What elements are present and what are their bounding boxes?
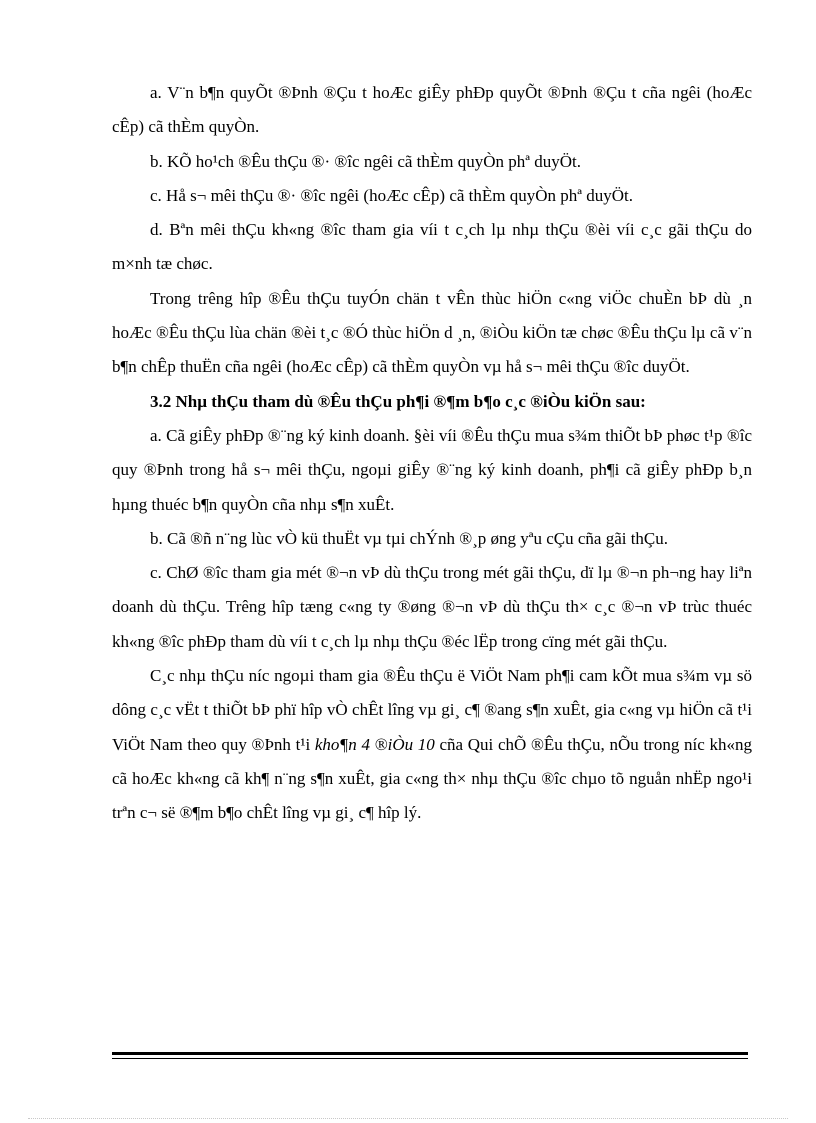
closing-text-part2: cña Qui chÕ ®Êu thÇu, nÕu trong níc kh«ng cã hoÆc kh«ng cã kh¶ n¨ng s¶n xuÊt, gia c«ng th× nhµ thÇu ®îc chµo tõ nguån nhËp ngo¹i trªn c¬ së ®¶m b¶o chÊt lîng vµ gi¸ c¶ hîp lý. <box>112 734 752 823</box>
closing-text-part1: C¸c nhµ thÇu níc ngoµi tham gia ®Êu thÇu ë ViÖt Nam ph¶i cam kÕt mua s¾m vµ sö dông c¸c vËt t thiÕt bÞ phï hîp vÒ chÊt lîng vµ gi¸ c¶ ®ang s¶n xuÊt, gia c«ng vµ hiÖn cã t¹i ViÖt Nam theo quy ®Þnh t¹i <box>112 666 752 754</box>
page-bottom-edge <box>28 1118 788 1119</box>
section-heading-3-2: 3.2 Nhµ thÇu tham dù ®Êu thÇu ph¶i ®¶m b¶o c¸c ®iÒu kiÖn sau: <box>150 391 646 411</box>
condition-c: c. ChØ ®îc tham gia mét ®¬n vÞ dù thÇu trong mét gãi thÇu, dï lµ ®¬n ph¬ng hay liªn doanh dù thÇu. Trêng hîp tæng c«ng ty ®øng ®¬n vÞ dù thÇu th× c¸c ®¬n vÞ trùc thuéc kh«ng ®îc phÐp tham dù víi t c¸ch lµ nhµ thÇu ®éc lËp trong cïng mét gãi thÇu. <box>112 563 752 651</box>
paragraph-trong-truong-hop: Trong trêng hîp ®Êu thÇu tuyÓn chän t vÊn thùc hiÖn c«ng viÖc chuÈn bÞ dù ¸n hoÆc ®Êu thÇu lùa chän ®èi t¸c ®Ó thùc hiÖn d ¸n, ®iÒu kiÖn tæ chøc ®Êu thÇu lµ cã v¨n b¶n chÊp thuËn cña ngêi (hoÆc cÊp) cã thÈm quyÒn vµ hå s¬ mêi thÇu ®îc duyÖt. <box>112 288 752 377</box>
footer-double-rule <box>112 1052 748 1059</box>
closing-italic-reference: kho¶n 4 ®iÒu 10 <box>314 734 435 754</box>
closing-paragraph <box>112 659 752 830</box>
paragraph-c: c. Hå s¬ mêi thÇu ®· ®îc ngêi (hoÆc cÊp) cã thÈm quyÒn phª duyÖt. <box>150 185 633 205</box>
paragraph-d: d. Bªn mêi thÇu kh«ng ®îc tham gia víi t c¸ch lµ nhµ thÇu ®èi víi c¸c gãi thÇu do m×nh tæ chøc. <box>112 220 752 274</box>
paragraph-a: a. V¨n b¶n quyÕt ®Þnh ®Çu t hoÆc giÊy phÐp quyÕt ®Þnh ®Çu t cña ngêi (hoÆc cÊp) cã thÈm quyÒn. <box>112 83 752 137</box>
condition-b: b. Cã ®ñ n¨ng lùc vÒ kü thuËt vµ tµi chÝnh ®¸p øng yªu cÇu cña gãi thÇu. <box>150 528 669 548</box>
condition-a: a. Cã giÊy phÐp ®¨ng ký kinh doanh. §èi víi ®Êu thÇu mua s¾m thiÕt bÞ phøc t¹p ®îc quy ®Þnh trong hå s¬ mêi thÇu, ngoµi giÊy ®¨ng ký kinh doanh, ph¶i cã giÊy phÐp b¸n hµng thuéc b¶n quyÒn cña nhµ s¶n xuÊt. <box>112 425 752 514</box>
paragraph-b: b. KÕ ho¹ch ®Êu thÇu ®· ®îc ngêi cã thÈm quyÒn phª duyÖt. <box>150 151 581 171</box>
document-body <box>112 76 752 831</box>
